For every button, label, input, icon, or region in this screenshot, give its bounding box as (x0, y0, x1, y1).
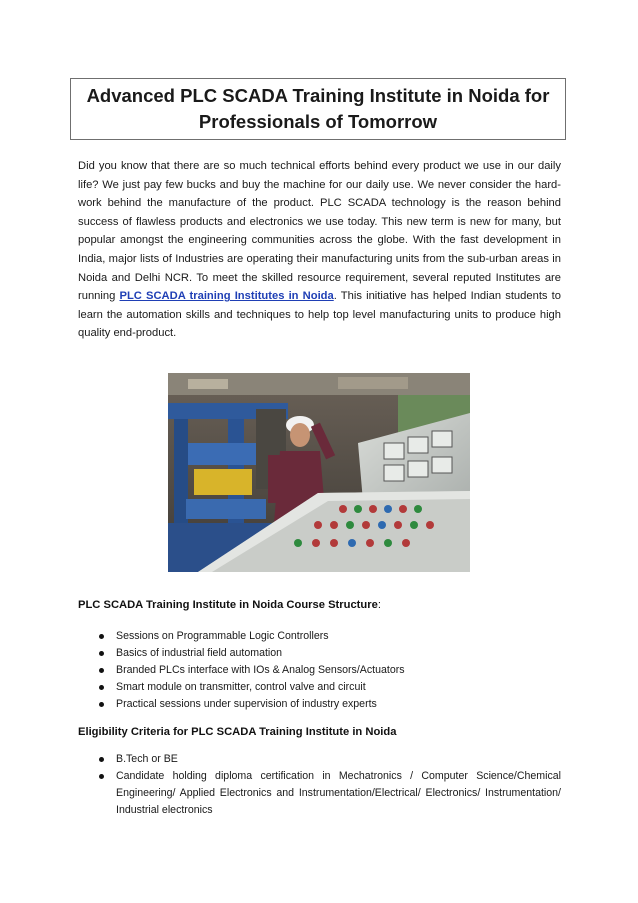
list-item (78, 768, 561, 819)
list-item-text: Smart module on transmitter, control valve and circuit (116, 681, 366, 693)
bullet-icon (99, 702, 104, 707)
course-structure-list (78, 628, 558, 713)
list-item-text: Sessions on Programmable Logic Controllers (116, 630, 329, 642)
training-photo (168, 373, 470, 572)
list-item (78, 679, 558, 696)
bullet-icon (99, 774, 104, 779)
list-item-text: Branded PLCs interface with IOs & Analog Sensors/Actuators (116, 664, 405, 676)
intro-text-end: . This initiative has helped Indian students to learn the automation skills and techniques to help top level manufacturing units to produce high quality end-product. (78, 290, 561, 340)
list-item (78, 751, 561, 768)
list-item-text: Candidate holding diploma certification in Mechatronics / Computer Science/Chemical Engineering/ Applied Electronics and Instrumentation/Electrical/ Electronics/ Instrumentation/ Industrial electronics (116, 770, 561, 816)
list-item-text: Practical sessions under supervision of industry experts (116, 698, 377, 710)
list-item-text: B.Tech or BE (116, 753, 178, 765)
title-box (70, 78, 566, 140)
bullet-icon (99, 651, 104, 656)
list-item (78, 645, 558, 662)
list-item (78, 696, 558, 713)
course-structure-heading (78, 597, 381, 613)
bullet-icon (99, 668, 104, 673)
plc-scada-institutes-link[interactable]: PLC SCADA training Institutes in Noida (119, 290, 334, 303)
intro-text: Did you know that there are so much technical efforts behind every product we use in our daily life? We just pay few bucks and buy the machine for our daily use. We never consider the hard-work behind the manufacture of the product. PLC SCADA technology is the reason behind success of flawless products and electronics we use today. This new term is new for many, but popular amongst the engineering communities across the globe. With the fast development in India, major lists of Industries are operating their manufacturing units from the sub-urban areas in Noida and Delhi NCR. To meet the skilled resource requirement, several reputed Institutes are running (78, 160, 561, 303)
course-structure-heading-text: PLC SCADA Training Institute in Noida Course Structure (78, 599, 378, 611)
list-item (78, 628, 558, 645)
photo-illustration (168, 373, 470, 572)
bullet-icon (99, 757, 104, 762)
eligibility-list (78, 751, 561, 819)
intro-paragraph (78, 157, 561, 343)
bullet-icon (99, 685, 104, 690)
heading-colon: : (377, 599, 381, 611)
eligibility-heading: Eligibility Criteria for PLC SCADA Training Institute in Noida (78, 726, 397, 738)
list-item-text: Basics of industrial field automation (116, 647, 283, 659)
page-title: Advanced PLC SCADA Training Institute in Noida for Professionals of Tomorrow (86, 85, 550, 132)
bullet-icon (99, 634, 104, 639)
list-item (78, 662, 558, 679)
